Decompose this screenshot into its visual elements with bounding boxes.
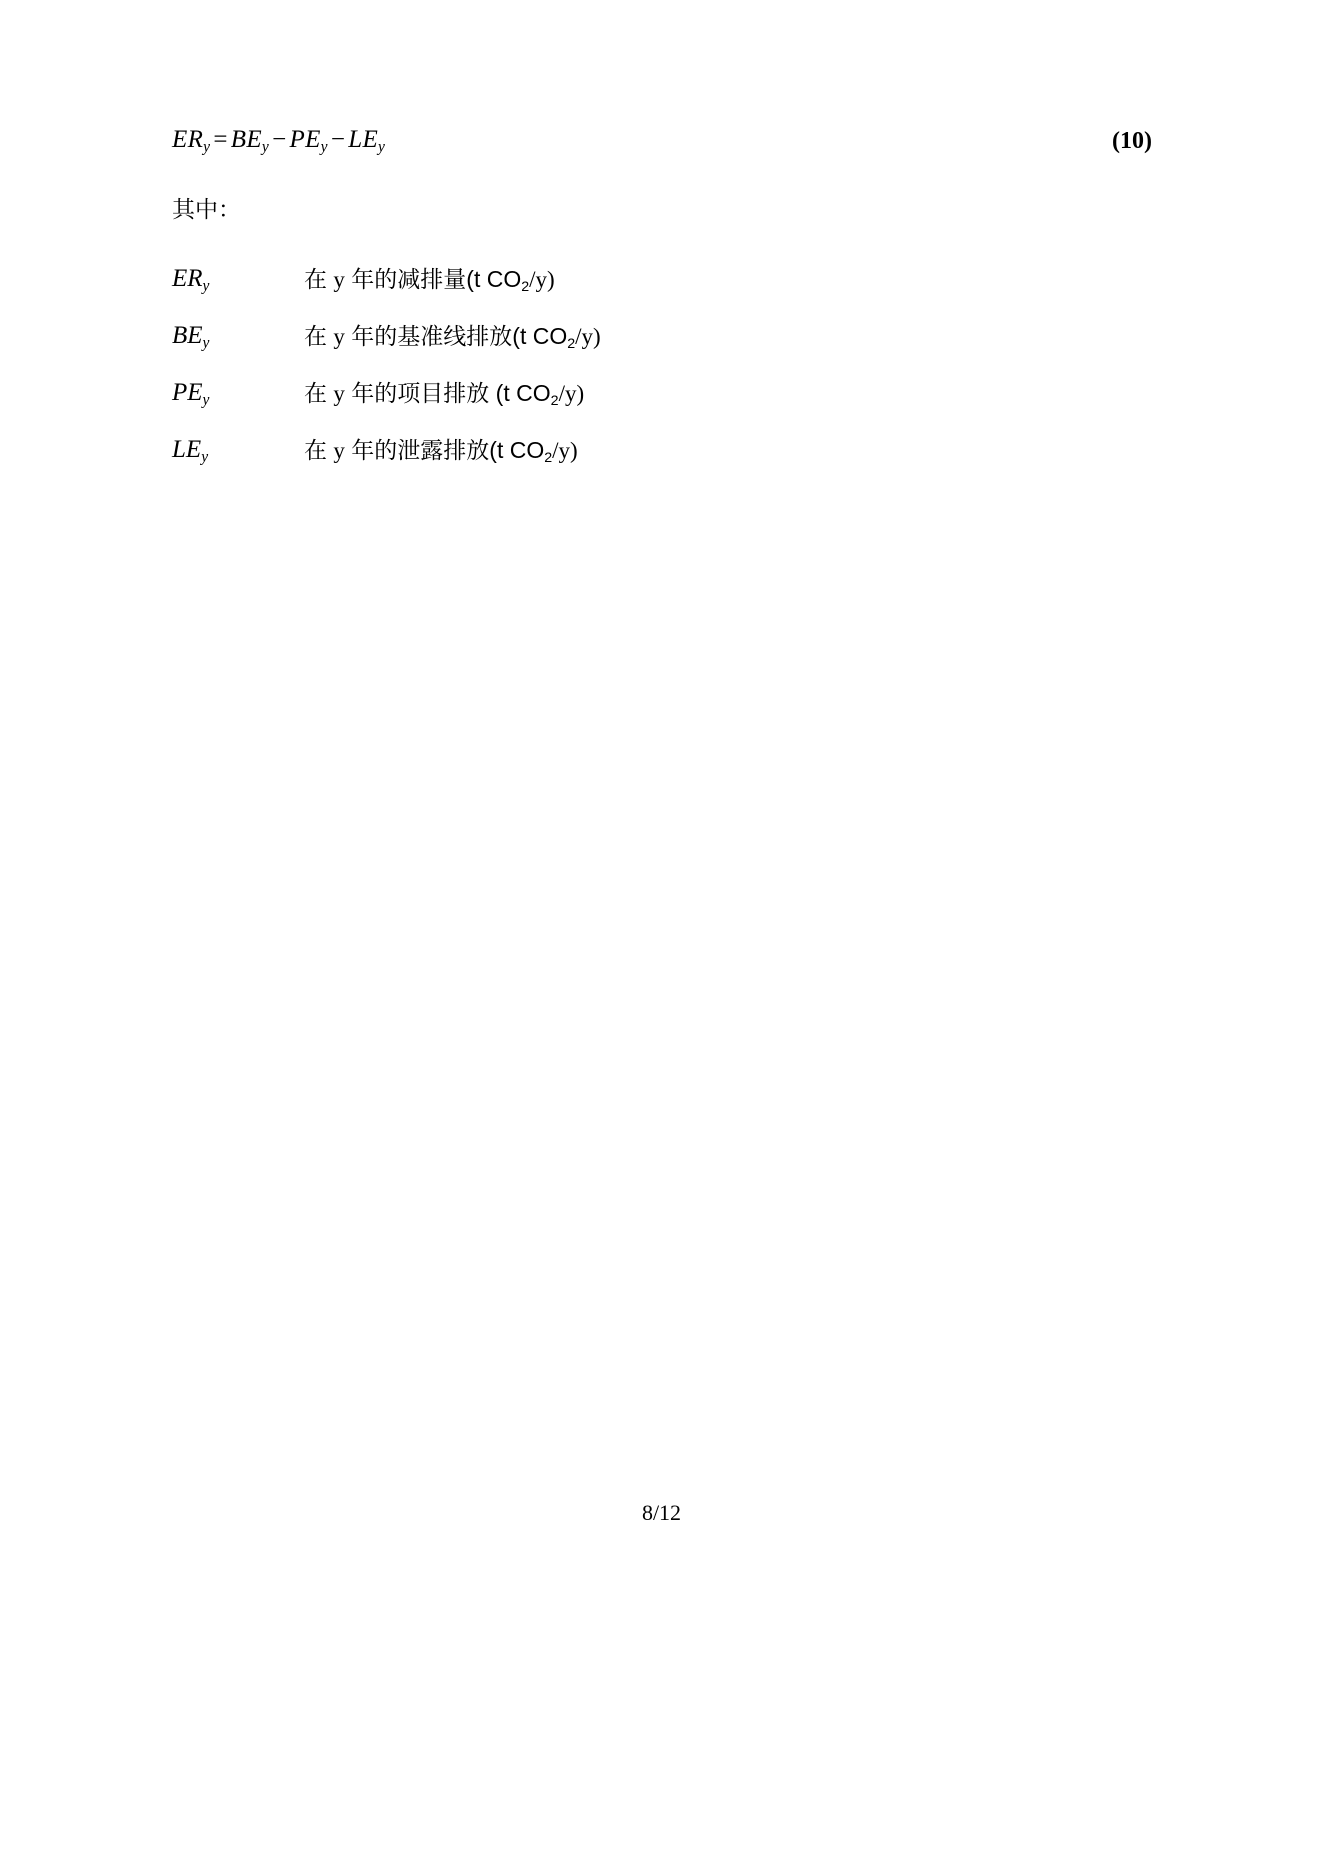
equation-operator-2: − (330, 126, 346, 153)
equation-equals: = (213, 126, 228, 153)
equation-term2-subscript: y (320, 138, 328, 156)
equation-block (172, 120, 1152, 166)
equation-number: (10) (1112, 128, 1152, 154)
equation-term3: $LE_y$ (348, 126, 386, 156)
definition-year-variable: y (333, 323, 345, 349)
equation-term3-subscript: y (378, 138, 386, 156)
definition-symbol-subscript: y (202, 334, 210, 352)
definition-symbol-subscript: y (201, 448, 209, 466)
definition-row (172, 430, 1152, 470)
definition-description: 在 y 年的项目排放 (t CO2/y) (304, 379, 585, 409)
co2-subscript: 2 (567, 335, 576, 352)
definition-symbol-subscript: y (202, 391, 210, 409)
equation-operator-1: − (272, 126, 287, 153)
definition-symbol-subscript: y (202, 277, 210, 295)
page-number: 8/12 (641, 1500, 682, 1525)
definition-year-variable: y (333, 266, 345, 292)
definition-symbol: $LE_y$ (172, 435, 209, 466)
co2-subscript: 2 (544, 449, 553, 466)
definition-symbol: $ER_y$ (172, 264, 210, 295)
equation-term2: $PE_y$ (289, 126, 328, 156)
definition-row (172, 373, 1152, 413)
definition-row (172, 259, 1152, 299)
co2-subscript: 2 (550, 392, 559, 409)
equation-lhs: $ER_y$ (172, 126, 211, 156)
definition-symbol: $PE_y$ (172, 378, 210, 409)
equation-lhs-subscript: y (203, 138, 211, 156)
definition-description: 在 y 年的基准线排放(t CO2/y) (304, 322, 601, 352)
definition-description: 在 y 年的泄露排放(t CO2/y) (304, 436, 578, 466)
equation-term1-subscript: y (261, 138, 270, 156)
definitions-intro-label: 其中： (172, 196, 241, 222)
definition-year-variable: y (333, 437, 345, 463)
definition-row (172, 316, 1152, 356)
definition-year-variable: y (333, 380, 345, 406)
equation-formula (172, 126, 385, 157)
definition-symbol: $BE_y$ (172, 321, 210, 352)
equation-term1: $BE_y$ (230, 126, 270, 156)
co2-subscript: 2 (521, 278, 530, 295)
definition-description: 在 y 年的减排量(t CO2/y) (304, 265, 555, 295)
page-content (172, 120, 1152, 487)
